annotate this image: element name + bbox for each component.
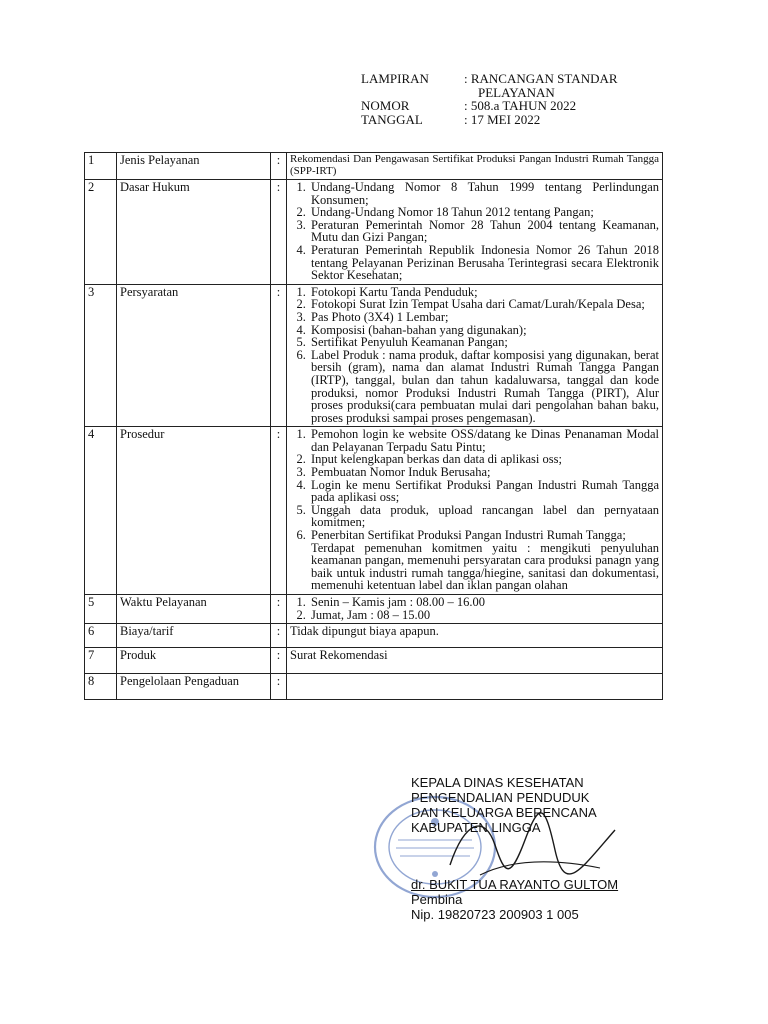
list-item: 1. Senin – Kamis jam : 08.00 – 16.00: [309, 596, 659, 609]
legal-basis-list: [290, 181, 659, 282]
list-item: 1. Undang-Undang Nomor 8 Tahun 1999 tentang Perlindungan Konsumen;: [309, 181, 659, 206]
list-item: 3. Pas Photo (3X4) 1 Lembar;: [309, 311, 659, 324]
officer-name: dr. BUKIT TUA RAYANTO GULTOM: [411, 877, 619, 892]
header-value: : 17 MEI 2022: [464, 111, 541, 127]
table-row: [85, 624, 663, 648]
procedure-note: Terdapat pemenuhan komitmen yaitu : mengikuti penyuluhan keamanan pangan, memenuhi persyaratan cara produksi panagn yang baik untuk industri rumah tangga/hiegine, sanitasi dan dokumentasi, memenuhi ketentuan label dan iklan pangan olahan: [311, 540, 659, 593]
row-label: Persyaratan: [117, 284, 271, 427]
list-item: 6. Penerbitan Sertifikat Produksi Pangan Industri Rumah Tangga;: [309, 529, 659, 542]
signature-block: [411, 775, 618, 922]
header-value: : 508.a TAHUN 2022: [464, 98, 577, 113]
table-row: [85, 153, 663, 180]
table-row: [85, 674, 663, 700]
table-row: [85, 284, 663, 427]
list-item: 2. Undang-Undang Nomor 18 Tahun 2012 tentang Pangan;: [309, 206, 659, 219]
row-colon: :: [271, 674, 287, 700]
list-item: 1. Fotokopi Kartu Tanda Penduduk;: [309, 286, 659, 299]
procedure-list: [290, 428, 659, 541]
officer-nip: Nip. 19820723 200903 1 005: [411, 907, 579, 922]
row-content: [287, 284, 663, 427]
table-row: [85, 595, 663, 624]
row-content: Surat Rekomendasi: [287, 648, 663, 674]
list-item: 5. Sertifikat Penyuluh Keamanan Pangan;: [309, 336, 659, 349]
header-value: : RANCANGAN STANDAR: [464, 71, 618, 86]
header-row-lampiran: [361, 72, 618, 86]
row-content: Rekomendasi Dan Pengawasan Sertifikat Produksi Pangan Industri Rumah Tangga (SPP-IRT): [287, 153, 663, 180]
office-line: DAN KELUARGA BERENCANA: [411, 805, 597, 820]
row-content: Tidak dipungut biaya apapun.: [287, 624, 663, 648]
header-value: PELAYANAN: [478, 84, 555, 100]
row-number: 8: [85, 674, 117, 700]
row-number: 1: [85, 153, 117, 180]
row-label: Biaya/tarif: [117, 624, 271, 648]
service-hours-list: [290, 596, 659, 621]
list-item: 1. Pemohon login ke website OSS/datang ke Dinas Penanaman Modal dan Pelayanan Terpadu Satu Pintu;: [309, 428, 659, 453]
row-colon: :: [271, 648, 287, 674]
list-item: 4. Komposisi (bahan-bahan yang digunakan);: [309, 324, 659, 337]
row-label: Produk: [117, 648, 271, 674]
header-row-tanggal: [361, 113, 618, 127]
header-row-nomor: [361, 99, 618, 113]
row-colon: :: [271, 427, 287, 595]
office-line: PENGENDALIAN PENDUDUK: [411, 790, 590, 805]
list-item: 2. Jumat, Jam : 08 – 15.00: [309, 609, 659, 622]
row-colon: :: [271, 153, 287, 180]
list-item: 2. Fotokopi Surat Izin Tempat Usaha dari Camat/Lurah/Kepala Desa;: [309, 298, 659, 311]
row-colon: :: [271, 595, 287, 624]
list-item: 3. Pembuatan Nomor Induk Berusaha;: [309, 466, 659, 479]
row-number: 6: [85, 624, 117, 648]
list-item: 3. Peraturan Pemerintah Nomor 28 Tahun 2004 tentang Keamanan, Mutu dan Gizi Pangan;: [309, 219, 659, 244]
list-item: 4. Peraturan Pemerintah Republik Indonesia Nomor 26 Tahun 2018 tentang Pelayanan Perizinan Berusaha Terintegrasi secara Elektronik Sektor Kesehatan;: [309, 244, 659, 282]
office-line: KABUPATEN LINGGA: [411, 820, 541, 835]
requirements-list: [290, 286, 659, 425]
list-item: 2. Input kelengkapan berkas dan data di aplikasi oss;: [309, 453, 659, 466]
row-colon: :: [271, 180, 287, 285]
row-content: [287, 674, 663, 700]
header-label: TANGGAL: [361, 111, 423, 127]
list-item: 6. Label Produk : nama produk, daftar komposisi yang digunakan, berat bersih (gram), nama dan alamat Industri Rumah Tangga Pangan (IRTP), tanggal, bulan dan tahun kadaluwarsa, tanggal dan kode produksi, nomor Produksi Industri Rumah Tangga (PIRT), Alur proses produksi(cara pembuatan mulai dari pengolahan bahan baku, proses produksi sampai proses pengemasan).: [309, 349, 659, 425]
office-line: KEPALA DINAS KESEHATAN: [411, 775, 584, 790]
row-content: [287, 427, 663, 595]
table-row: [85, 427, 663, 595]
row-number: 5: [85, 595, 117, 624]
header-label: NOMOR: [361, 98, 410, 113]
row-content: [287, 595, 663, 624]
row-label: Pengelolaan Pengaduan: [117, 674, 271, 700]
service-standard-table: [84, 152, 663, 700]
row-label: Jenis Pelayanan: [117, 153, 271, 180]
row-colon: :: [271, 624, 287, 648]
header-label: [361, 86, 464, 100]
list-item: 4. Login ke menu Sertifikat Produksi Pangan Industri Rumah Tangga pada aplikasi oss;: [309, 479, 659, 504]
row-number: 2: [85, 180, 117, 285]
table-row: [85, 180, 663, 285]
row-label: Waktu Pelayanan: [117, 595, 271, 624]
row-colon: :: [271, 284, 287, 427]
row-label: Dasar Hukum: [117, 180, 271, 285]
officer-rank: Pembina: [411, 892, 463, 907]
row-number: 7: [85, 648, 117, 674]
row-number: 4: [85, 427, 117, 595]
list-item: 5. Unggah data produk, upload rancangan label dan pernyataan komitmen;: [309, 504, 659, 529]
document-header: [361, 72, 618, 126]
row-number: 3: [85, 284, 117, 427]
header-label: LAMPIRAN: [361, 71, 429, 86]
row-content: [287, 180, 663, 285]
table-row: [85, 648, 663, 674]
header-row-continuation: [361, 86, 618, 100]
row-label: Prosedur: [117, 427, 271, 595]
